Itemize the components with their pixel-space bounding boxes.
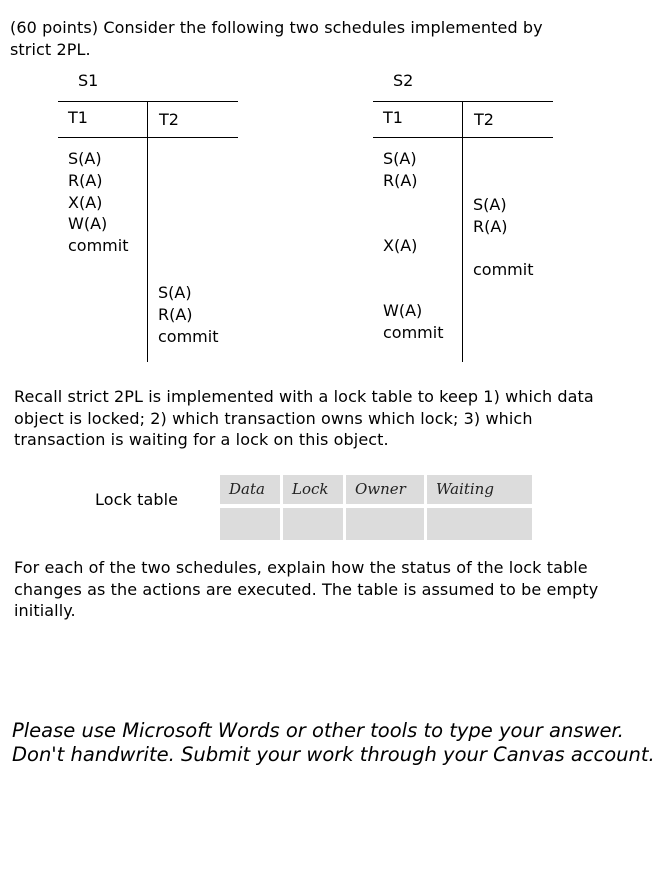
lock-table [218, 473, 534, 542]
schedule-label: S1 [78, 71, 99, 90]
column-divider [462, 101, 463, 362]
action: S(A) [473, 195, 507, 214]
table-top-rule [373, 101, 553, 102]
action: X(A) [68, 192, 103, 212]
t1-actions-last [383, 300, 443, 344]
task-line: For each of the two schedules, explain how the status of the lock table [14, 558, 588, 577]
t1-actions-first [383, 148, 418, 192]
column-header-t2: T2 [474, 110, 494, 129]
action: R(A) [383, 170, 418, 190]
action: W(A) [383, 301, 423, 320]
lock-table-cell-owner [346, 508, 424, 540]
t2-actions [158, 282, 218, 347]
question-text [10, 17, 543, 60]
action: commit [158, 326, 219, 346]
action: commit [383, 322, 444, 342]
lock-table-header-lock: Lock [283, 475, 343, 504]
action: S(A) [383, 149, 417, 168]
lock-table-label: Lock table [95, 490, 179, 509]
t2-action-commit: commit [473, 260, 534, 279]
column-header-t1: T1 [68, 108, 88, 127]
action: R(A) [473, 216, 508, 236]
table-header-rule [58, 137, 238, 138]
task-paragraph [14, 557, 598, 622]
lock-table-cell-waiting [427, 508, 532, 540]
table-header-rule [373, 137, 553, 138]
lock-table-header-data: Data [220, 475, 280, 504]
column-header-t2: T2 [159, 110, 179, 129]
t1-actions [68, 148, 128, 257]
action: W(A) [68, 214, 108, 234]
t1-action-exclusive: X(A) [383, 236, 418, 255]
column-header-t1: T1 [383, 108, 403, 127]
instruction-line: Please use Microsoft Words or other tools to type your answer. [12, 719, 624, 742]
schedule-label: S2 [393, 71, 414, 90]
question-line-2: strict 2PL. [10, 39, 91, 59]
task-line: initially. [14, 601, 76, 620]
recall-paragraph [14, 386, 594, 451]
action: S(A) [158, 283, 192, 302]
action: R(A) [158, 304, 193, 324]
task-line: changes as the actions are executed. The table is assumed to be empty [14, 579, 599, 599]
recall-line: transaction is waiting for a lock on this object. [14, 430, 389, 449]
instruction-line: Don't handwrite. Submit your work through your Canvas account. [12, 743, 655, 766]
action: commit [68, 236, 129, 256]
lock-table-cell-lock [283, 508, 343, 540]
instructions [12, 719, 655, 767]
question-line-1: (60 points) Consider the following two schedules implemented by [10, 18, 543, 37]
recall-line: Recall strict 2PL is implemented with a lock table to keep 1) which data [14, 387, 594, 406]
lock-table-header-owner: Owner [346, 475, 424, 504]
t2-actions-first [473, 194, 508, 238]
column-divider [147, 101, 148, 362]
action: R(A) [68, 170, 103, 190]
table-top-rule [58, 101, 238, 102]
recall-line: object is locked; 2) which transaction owns which lock; 3) which [14, 408, 533, 428]
action: S(A) [68, 149, 102, 168]
lock-table-cell-data [220, 508, 280, 540]
lock-table-header-waiting: Waiting [427, 475, 532, 504]
